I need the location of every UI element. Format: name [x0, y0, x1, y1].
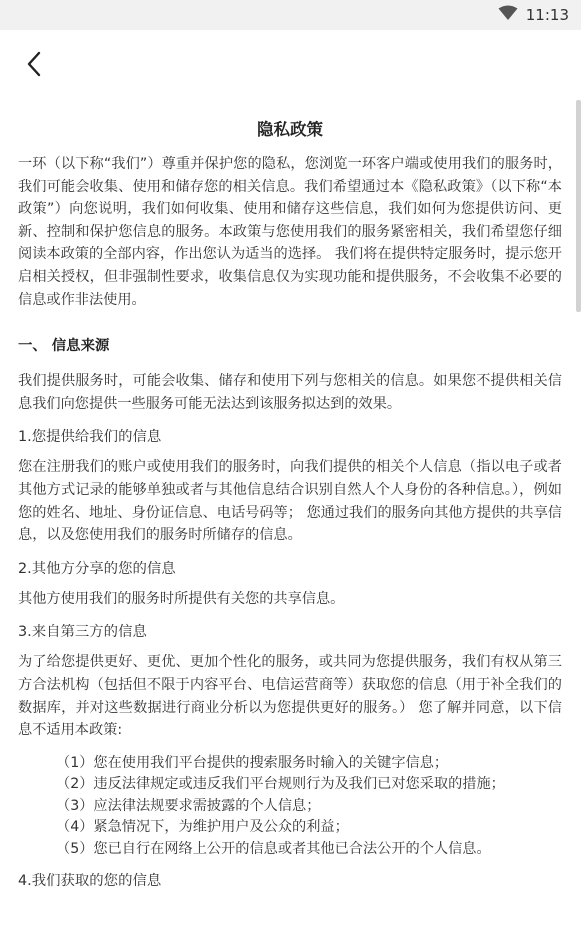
list-item: （1）您在使用我们平台提供的搜索服务时输入的关键字信息； [56, 754, 449, 771]
page-title: 隐私政策 [257, 120, 323, 139]
subsection-heading-3: 3.来自第三方的信息 [18, 624, 147, 641]
subsection-heading-4: 4.我们获取的您的信息 [18, 872, 162, 889]
status-bar [0, 0, 581, 30]
back-arrow-icon [26, 51, 42, 81]
list-item: （3）应法律法规要求需披露的个人信息； [56, 797, 321, 814]
app-bar [0, 30, 581, 102]
scrollbar[interactable] [576, 100, 581, 312]
section-heading: 一、 信息来源 [18, 338, 110, 355]
subsection-heading-2: 2.其他方分享的您的信息 [18, 560, 176, 577]
subsection-paragraph-2: 其他方使用我们的服务时所提供有关您的共享信息。 [18, 590, 345, 607]
list-item: （5）您已自行在网络上公开的信息或者其他已合法公开的个人信息。 [56, 841, 491, 858]
status-right [498, 0, 569, 30]
list-item: （4）紧急情况下，为维护用户及公众的利益； [56, 819, 349, 836]
back-button[interactable] [16, 48, 52, 84]
subsection-paragraph-3: 为了给您提供更好、更优、更加个性化的服务，或共同为您提供服务，我们有权从第三方合法机构（包括但不限于内容平台、电信运营商等）获取您的信息（用于补全我们的数据库，并对这些数据进行商业分析以为您提供更好的服务。） 您了解并同意，以下信息不适用本政策: [18, 654, 562, 739]
section-paragraph: 我们提供服务时，可能会收集、储存和使用下列与您相关的信息。如果您不提供相关信息我们向您提供一些服务可能无法达到该服务拟达到的效果。 [18, 373, 562, 412]
subsection-paragraph-1: 您在注册我们的账户或使用我们的服务时，向我们提供的相关个人信息（指以电子或者其他方式记录的能够单独或者与其他信息结合识别自然人个人身份的各种信息。），例如您的姓名、地址、身份证信息、电话号码等； 您通过我们的服务向其他方提供的共享信息，以及您使用我们的服务时所储存的信息。 [18, 459, 562, 544]
intro-paragraph: 一环（以下称“我们”）尊重并保护您的隐私，您浏览一环客户端或使用我们的服务时，我们可能会收集、使用和储存您的相关信息。我们希望通过本《隐私政策》（以下称“本政策”）向您说明，我们如何收集、使用和储存这些信息，我们如何为您提供访问、更新、控制和保护您信息的服务。本政策与您使用我们的服务紧密相关，我们希望您仔细阅读本政策的全部内容，作出您认为适当的选择。 我们将在提供特定服务时，提示您开启相关授权，但非强制性要求，收集信息仅为实现功能和提供服务，不会收集不必要的信息或作非法使用。 [18, 156, 562, 308]
exclusion-list [56, 753, 562, 861]
policy-content [18, 118, 562, 900]
wifi-icon [498, 5, 518, 25]
status-time: 11:13 [525, 6, 569, 24]
subsection-heading-1: 1.您提供给我们的信息 [18, 429, 162, 446]
list-item: （2）违反法律规定或违反我们平台规则行为及我们已对您采取的措施； [56, 776, 505, 793]
